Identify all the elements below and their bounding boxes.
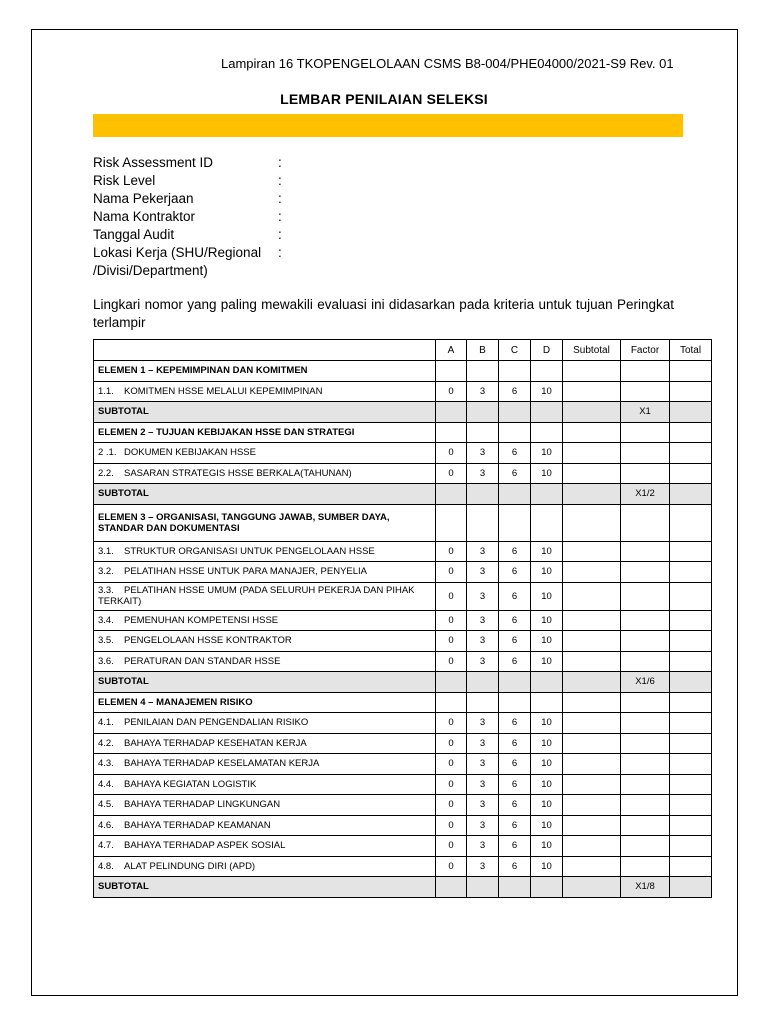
table-row — [94, 713, 712, 734]
item-label-cell — [94, 836, 436, 857]
table-row — [94, 651, 712, 672]
subtotal-cell — [563, 815, 621, 836]
empty-cell — [531, 484, 563, 505]
total-cell — [670, 443, 712, 464]
table-row — [94, 443, 712, 464]
subtotal-cell — [563, 836, 621, 857]
table-row — [94, 381, 712, 402]
total-cell — [670, 733, 712, 754]
subtotal-cell — [563, 562, 621, 583]
score-option-d: 10 — [531, 582, 563, 610]
score-option-b: 3 — [467, 631, 499, 652]
score-option-c: 6 — [499, 631, 531, 652]
page-title: LEMBAR PENILAIAN SELEKSI — [280, 91, 488, 107]
table-row — [94, 562, 712, 583]
score-option-b: 3 — [467, 713, 499, 734]
score-option-c: 6 — [499, 610, 531, 631]
subtotal-cell — [563, 856, 621, 877]
table-row — [94, 795, 712, 816]
item-label: STRUKTUR ORGANISASI UNTUK PENGELOLAAN HSSE — [124, 545, 375, 557]
meta-row — [93, 172, 393, 190]
score-option-c: 6 — [499, 795, 531, 816]
item-number: 4.3. — [98, 758, 114, 770]
empty-cell — [563, 672, 621, 693]
empty-cell — [670, 504, 712, 541]
meta-row — [93, 262, 393, 280]
empty-cell — [563, 692, 621, 713]
table-row — [94, 582, 712, 610]
item-number: 4.8. — [98, 860, 114, 872]
assessment-table — [93, 339, 712, 898]
factor-cell — [621, 582, 670, 610]
score-option-c: 6 — [499, 463, 531, 484]
empty-cell — [467, 692, 499, 713]
meta-colon: : — [278, 245, 282, 260]
subtotal-label: SUBTOTAL — [94, 402, 436, 423]
meta-label: Lokasi Kerja (SHU/Regional — [93, 245, 262, 260]
score-option-c: 6 — [499, 541, 531, 562]
total-cell — [670, 463, 712, 484]
empty-cell — [531, 672, 563, 693]
item-label: KOMITMEN HSSE MELALUI KEPEMIMPINAN — [124, 385, 323, 397]
factor-cell — [621, 774, 670, 795]
empty-cell — [436, 504, 467, 541]
score-option-b: 3 — [467, 733, 499, 754]
score-option-d: 10 — [531, 836, 563, 857]
total-cell — [670, 541, 712, 562]
empty-cell — [670, 692, 712, 713]
score-option-b: 3 — [467, 463, 499, 484]
meta-label: Risk Assessment ID — [93, 155, 214, 170]
item-label: SASARAN STRATEGIS HSSE BERKALA(TAHUNAN) — [124, 467, 352, 479]
empty-cell — [531, 402, 563, 423]
meta-colon: : — [278, 191, 282, 206]
empty-cell — [499, 484, 531, 505]
empty-cell — [531, 504, 563, 541]
subtotal-row — [94, 484, 712, 505]
empty-cell — [531, 877, 563, 898]
item-label-cell — [94, 443, 436, 464]
item-label-cell — [94, 610, 436, 631]
score-option-c: 6 — [499, 443, 531, 464]
factor-cell — [621, 651, 670, 672]
item-label-cell — [94, 562, 436, 583]
score-option-a: 0 — [436, 443, 467, 464]
item-label-cell — [94, 774, 436, 795]
empty-cell — [563, 504, 621, 541]
score-option-a: 0 — [436, 856, 467, 877]
total-cell — [670, 631, 712, 652]
item-number: 4.6. — [98, 819, 114, 831]
empty-cell — [499, 692, 531, 713]
empty-cell — [436, 672, 467, 693]
table-header-row — [94, 340, 712, 361]
score-option-a: 0 — [436, 463, 467, 484]
item-label-cell — [94, 541, 436, 562]
meta-row — [93, 154, 393, 172]
score-option-a: 0 — [436, 541, 467, 562]
subtotal-cell — [563, 733, 621, 754]
empty-cell — [436, 402, 467, 423]
table-row — [94, 733, 712, 754]
empty-cell — [621, 422, 670, 443]
total-cell — [670, 815, 712, 836]
column-header: Total — [670, 340, 712, 361]
empty-cell — [670, 422, 712, 443]
meta-row — [93, 190, 393, 208]
item-number: 3.1. — [98, 545, 114, 557]
table-row — [94, 631, 712, 652]
column-header: C — [499, 340, 531, 361]
item-label: BAHAYA TERHADAP KESEHATAN KERJA — [124, 737, 307, 749]
meta-fields — [93, 154, 393, 280]
item-label: PEMENUHAN KOMPETENSI HSSE — [124, 614, 279, 626]
column-header — [94, 340, 436, 361]
factor-cell — [621, 541, 670, 562]
factor-cell — [621, 631, 670, 652]
subtotal-label: SUBTOTAL — [94, 672, 436, 693]
empty-cell — [621, 692, 670, 713]
meta-colon: : — [278, 209, 282, 224]
factor-cell — [621, 443, 670, 464]
item-label-cell — [94, 381, 436, 402]
empty-cell — [467, 484, 499, 505]
score-option-b: 3 — [467, 610, 499, 631]
item-label: PENGELOLAAN HSSE KONTRAKTOR — [124, 635, 292, 647]
total-cell — [670, 877, 712, 898]
column-header: A — [436, 340, 467, 361]
total-cell — [670, 672, 712, 693]
meta-row — [93, 208, 393, 226]
item-label: DOKUMEN KEBIJAKAN HSSE — [124, 447, 256, 459]
meta-label: Tanggal Audit — [93, 227, 175, 242]
empty-cell — [436, 877, 467, 898]
score-option-d: 10 — [531, 651, 563, 672]
score-option-d: 10 — [531, 774, 563, 795]
subtotal-cell — [563, 443, 621, 464]
score-option-a: 0 — [436, 562, 467, 583]
score-option-c: 6 — [499, 713, 531, 734]
item-label-cell — [94, 856, 436, 877]
empty-cell — [531, 422, 563, 443]
empty-cell — [499, 361, 531, 382]
item-label: PERATURAN DAN STANDAR HSSE — [124, 655, 281, 667]
table-row — [94, 610, 712, 631]
score-option-b: 3 — [467, 381, 499, 402]
item-number: 4.7. — [98, 840, 114, 852]
subtotal-cell — [563, 795, 621, 816]
factor-cell — [621, 463, 670, 484]
empty-cell — [436, 484, 467, 505]
total-cell — [670, 610, 712, 631]
subtotal-label: SUBTOTAL — [94, 877, 436, 898]
subtotal-cell — [563, 651, 621, 672]
total-cell — [670, 754, 712, 775]
score-option-b: 3 — [467, 856, 499, 877]
element-heading: ELEMEN 3 – ORGANISASI, TANGGUNG JAWAB, SUMBER DAYA, STANDAR DAN DOKUMENTASI — [94, 504, 436, 541]
score-option-d: 10 — [531, 631, 563, 652]
score-option-a: 0 — [436, 795, 467, 816]
total-cell — [670, 774, 712, 795]
empty-cell — [621, 504, 670, 541]
score-option-d: 10 — [531, 713, 563, 734]
column-header: Subtotal — [563, 340, 621, 361]
item-label-cell — [94, 631, 436, 652]
score-option-d: 10 — [531, 754, 563, 775]
score-option-c: 6 — [499, 836, 531, 857]
item-number: 4.5. — [98, 799, 114, 811]
empty-cell — [499, 672, 531, 693]
subtotal-row — [94, 877, 712, 898]
factor-value: X1/2 — [621, 484, 670, 505]
score-option-d: 10 — [531, 815, 563, 836]
item-label-cell — [94, 795, 436, 816]
empty-cell — [436, 422, 467, 443]
item-label: ALAT PELINDUNG DIRI (APD) — [124, 860, 256, 872]
empty-cell — [563, 402, 621, 423]
score-option-c: 6 — [499, 815, 531, 836]
empty-cell — [499, 422, 531, 443]
subtotal-cell — [563, 754, 621, 775]
score-option-c: 6 — [499, 733, 531, 754]
table-row — [94, 541, 712, 562]
total-cell — [670, 381, 712, 402]
table-row — [94, 754, 712, 775]
factor-value: X1/8 — [621, 877, 670, 898]
subtotal-row — [94, 402, 712, 423]
meta-colon — [278, 262, 298, 280]
factor-cell — [621, 381, 670, 402]
score-option-b: 3 — [467, 582, 499, 610]
score-option-d: 10 — [531, 541, 563, 562]
score-option-c: 6 — [499, 582, 531, 610]
score-option-d: 10 — [531, 733, 563, 754]
subtotal-cell — [563, 541, 621, 562]
meta-colon: : — [278, 227, 282, 242]
score-option-c: 6 — [499, 856, 531, 877]
item-label-cell — [94, 713, 436, 734]
subtotal-cell — [563, 631, 621, 652]
title-accent-bar — [93, 114, 683, 137]
factor-value: X1 — [621, 402, 670, 423]
score-option-a: 0 — [436, 815, 467, 836]
factor-cell — [621, 610, 670, 631]
item-label: BAHAYA TERHADAP ASPEK SOSIAL — [124, 840, 286, 852]
empty-cell — [467, 672, 499, 693]
empty-cell — [563, 484, 621, 505]
score-option-a: 0 — [436, 836, 467, 857]
score-option-d: 10 — [531, 795, 563, 816]
empty-cell — [436, 361, 467, 382]
score-option-b: 3 — [467, 651, 499, 672]
score-option-b: 3 — [467, 754, 499, 775]
score-option-a: 0 — [436, 733, 467, 754]
score-option-b: 3 — [467, 562, 499, 583]
total-cell — [670, 651, 712, 672]
item-number: 3.5. — [98, 635, 114, 647]
empty-cell — [531, 361, 563, 382]
score-option-a: 0 — [436, 651, 467, 672]
score-option-b: 3 — [467, 795, 499, 816]
assessment-table-wrap — [93, 339, 711, 898]
score-option-c: 6 — [499, 562, 531, 583]
meta-colon: : — [278, 173, 282, 188]
element-heading-row — [94, 692, 712, 713]
score-option-b: 3 — [467, 836, 499, 857]
item-label-cell — [94, 733, 436, 754]
score-option-d: 10 — [531, 856, 563, 877]
empty-cell — [467, 504, 499, 541]
item-number: 4.2. — [98, 737, 114, 749]
empty-cell — [436, 692, 467, 713]
item-number: 3.6. — [98, 655, 114, 667]
item-number: 3.4. — [98, 614, 114, 626]
score-option-b: 3 — [467, 443, 499, 464]
factor-cell — [621, 836, 670, 857]
empty-cell — [499, 402, 531, 423]
element-heading: ELEMEN 1 – KEPEMIMPINAN DAN KOMITMEN — [94, 361, 436, 382]
meta-label: Nama Pekerjaan — [93, 191, 194, 206]
empty-cell — [499, 504, 531, 541]
document-reference: Lampiran 16 TKOPENGELOLAAN CSMS B8-004/PHE04000/2021-S9 Rev. 01 — [221, 56, 674, 71]
factor-cell — [621, 815, 670, 836]
item-number: 3.3. — [98, 585, 114, 596]
meta-label: Risk Level — [93, 173, 156, 188]
element-heading-row — [94, 504, 712, 541]
item-number: 1.1. — [98, 385, 114, 397]
score-option-a: 0 — [436, 631, 467, 652]
subtotal-cell — [563, 381, 621, 402]
item-number: 4.4. — [98, 778, 114, 790]
item-label-cell — [94, 582, 436, 610]
element-heading: ELEMEN 4 – MANAJEMEN RISIKO — [94, 692, 436, 713]
factor-cell — [621, 754, 670, 775]
total-cell — [670, 836, 712, 857]
empty-cell — [670, 361, 712, 382]
empty-cell — [531, 692, 563, 713]
total-cell — [670, 582, 712, 610]
empty-cell — [467, 402, 499, 423]
empty-cell — [563, 877, 621, 898]
total-cell — [670, 713, 712, 734]
empty-cell — [467, 422, 499, 443]
subtotal-cell — [563, 463, 621, 484]
item-label: PELATIHAN HSSE UMUM (PADA SELURUH PEKERJA DAN PIHAK TERKAIT) — [98, 585, 415, 607]
instruction-text: Lingkari nomor yang paling mewakili evaluasi ini didasarkan pada kriteria untuk tujuan Peringkat terlampir — [93, 297, 674, 330]
meta-colon: : — [278, 155, 282, 170]
subtotal-cell — [563, 713, 621, 734]
score-option-c: 6 — [499, 381, 531, 402]
score-option-d: 10 — [531, 443, 563, 464]
factor-value: X1/6 — [621, 672, 670, 693]
item-label: BAHAYA TERHADAP KEAMANAN — [124, 819, 271, 831]
item-label: BAHAYA KEGIATAN LOGISTIK — [124, 778, 257, 790]
factor-cell — [621, 713, 670, 734]
total-cell — [670, 856, 712, 877]
item-label-cell — [94, 463, 436, 484]
empty-cell — [467, 877, 499, 898]
subtotal-row — [94, 672, 712, 693]
score-option-a: 0 — [436, 381, 467, 402]
score-option-d: 10 — [531, 463, 563, 484]
score-option-d: 10 — [531, 610, 563, 631]
subtotal-label: SUBTOTAL — [94, 484, 436, 505]
item-number: 3.2. — [98, 566, 114, 578]
empty-cell — [563, 422, 621, 443]
total-cell — [670, 484, 712, 505]
score-option-b: 3 — [467, 774, 499, 795]
score-option-a: 0 — [436, 713, 467, 734]
subtotal-cell — [563, 582, 621, 610]
item-label-cell — [94, 651, 436, 672]
factor-cell — [621, 795, 670, 816]
item-label: BAHAYA TERHADAP KESELAMATAN KERJA — [124, 758, 320, 770]
score-option-c: 6 — [499, 651, 531, 672]
item-number: 2.2. — [98, 467, 114, 479]
meta-row — [93, 226, 393, 244]
empty-cell — [621, 361, 670, 382]
item-number: 4.1. — [98, 717, 114, 729]
meta-row — [93, 244, 393, 262]
item-label: PELATIHAN HSSE UNTUK PARA MANAJER, PENYELIA — [124, 566, 368, 578]
table-row — [94, 463, 712, 484]
meta-label: Nama Kontraktor — [93, 209, 196, 224]
score-option-b: 3 — [467, 815, 499, 836]
table-row — [94, 856, 712, 877]
element-heading-row — [94, 422, 712, 443]
item-label: PENILAIAN DAN PENGENDALIAN RISIKO — [124, 717, 309, 729]
score-option-a: 0 — [436, 582, 467, 610]
score-option-b: 3 — [467, 541, 499, 562]
empty-cell — [563, 361, 621, 382]
table-row — [94, 774, 712, 795]
column-header: Factor — [621, 340, 670, 361]
score-option-c: 6 — [499, 754, 531, 775]
table-row — [94, 815, 712, 836]
score-option-c: 6 — [499, 774, 531, 795]
empty-cell — [467, 361, 499, 382]
score-option-d: 10 — [531, 562, 563, 583]
element-heading: ELEMEN 2 – TUJUAN KEBIJAKAN HSSE DAN STRATEGI — [94, 422, 436, 443]
item-label: BAHAYA TERHADAP LINGKUNGAN — [124, 799, 281, 811]
factor-cell — [621, 856, 670, 877]
item-label-cell — [94, 754, 436, 775]
column-header: B — [467, 340, 499, 361]
total-cell — [670, 402, 712, 423]
score-option-d: 10 — [531, 381, 563, 402]
score-option-a: 0 — [436, 610, 467, 631]
empty-cell — [499, 877, 531, 898]
subtotal-cell — [563, 774, 621, 795]
score-option-a: 0 — [436, 774, 467, 795]
factor-cell — [621, 562, 670, 583]
meta-label: /Divisi/Department) — [93, 263, 208, 278]
total-cell — [670, 562, 712, 583]
total-cell — [670, 795, 712, 816]
element-heading-row — [94, 361, 712, 382]
item-label-cell — [94, 815, 436, 836]
factor-cell — [621, 733, 670, 754]
score-option-a: 0 — [436, 754, 467, 775]
column-header: D — [531, 340, 563, 361]
item-number: 2 .1. — [98, 447, 117, 459]
subtotal-cell — [563, 610, 621, 631]
table-row — [94, 836, 712, 857]
